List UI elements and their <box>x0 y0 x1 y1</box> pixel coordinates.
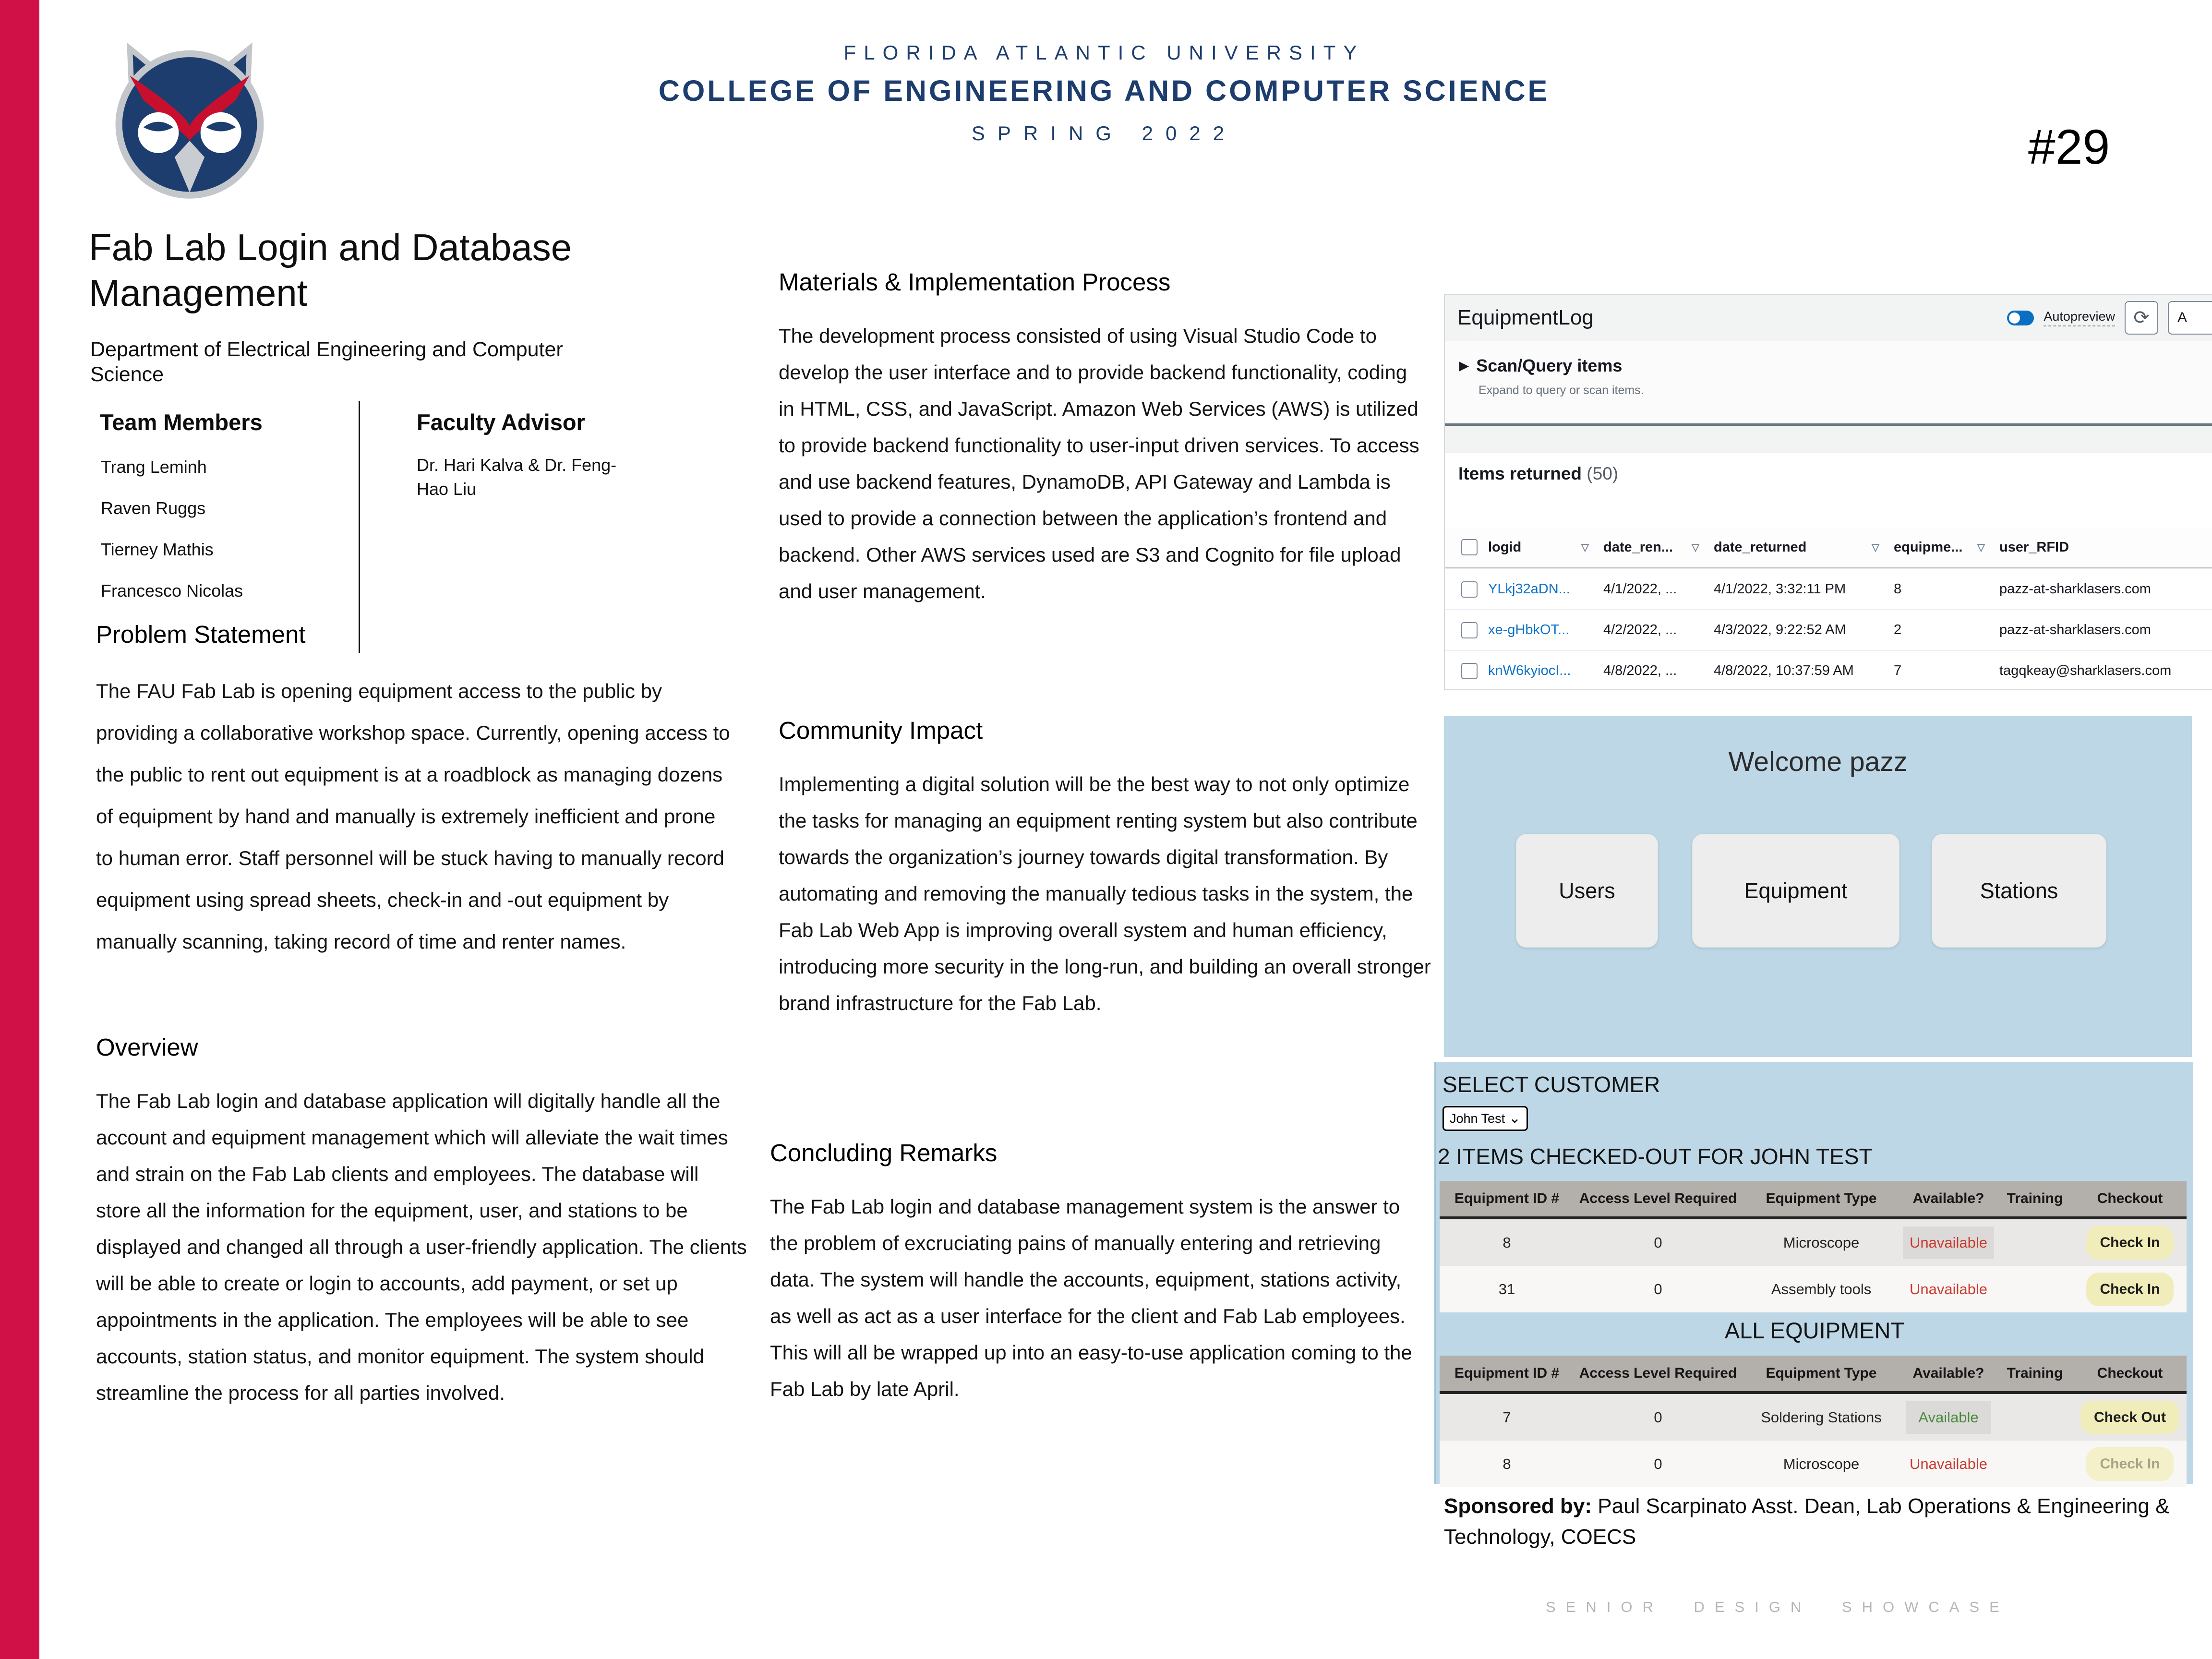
fau-owl-logo <box>94 37 286 201</box>
actions-button[interactable]: A <box>2168 301 2212 335</box>
table-row: YLkj32aDN... 4/1/2022, ... 4/1/2022, 3:32:11 PM 8 pazz-at-sharklasers.com <box>1445 568 2212 609</box>
overview-body: The Fab Lab login and database application will digitally handle all the account and equipment management which will alleviate the wait times and strain on the Fab Lab clients and employees. The database will store all the information for the equipment, user, and stations to be displayed and changed all through a user-friendly application. The clients will be able to create or login to accounts, add payment, or set up appointments in the application. The employees will be able to see accounts, station status, and monitor equipment. The system should streamline the process for all parties involved. <box>96 1090 747 1404</box>
all-equipment-table <box>1440 1356 2187 1487</box>
refresh-button[interactable] <box>2125 301 2158 335</box>
row-checkbox[interactable] <box>1461 581 1478 598</box>
customer-dropdown[interactable] <box>1443 1106 1528 1131</box>
checked-out-table <box>1440 1181 2187 1312</box>
webapp-customer-panel <box>1434 1062 2193 1484</box>
row-checkbox[interactable] <box>1461 663 1478 679</box>
term: SPRING 2022 <box>971 122 1237 144</box>
autopreview-label[interactable]: Autopreview <box>2044 309 2115 326</box>
all-equipment-heading: ALL EQUIPMENT <box>1724 1318 1905 1343</box>
poster-number: #29 <box>2028 120 2110 174</box>
availability-status: Unavailable <box>1910 1455 1987 1472</box>
welcome-message: Welcome pazz <box>1728 746 1908 777</box>
college-name: COLLEGE OF ENGINEERING AND COMPUTER SCIENCE <box>658 74 1550 107</box>
row-checkbox[interactable] <box>1461 622 1478 638</box>
webapp-welcome-panel <box>1444 716 2192 1057</box>
team-advisor-divider <box>359 401 360 653</box>
availability-status: Unavailable <box>1903 1226 1994 1259</box>
logid-link[interactable]: xe-gHbkOT... <box>1488 622 1570 637</box>
items-returned: Items returned (50) <box>1458 464 1619 483</box>
table-row: xe-gHbkOT... 4/2/2022, ... 4/3/2022, 9:22:52 AM 2 pazz-at-sharklasers.com <box>1445 609 2212 650</box>
table-title: EquipmentLog <box>1457 306 1594 329</box>
table-row: 8 0 Microscope Unavailable Check In <box>1440 1441 2187 1487</box>
toggle-knob <box>2009 313 2020 324</box>
expand-arrow-icon: ▶ <box>1459 359 1469 373</box>
equipment-button[interactable]: Equipment <box>1692 834 1899 948</box>
scan-query-label: Scan/Query items <box>1476 356 1623 375</box>
team-member: Tierney Mathis <box>101 540 214 559</box>
select-all-checkbox[interactable] <box>1461 539 1478 555</box>
select-customer-heading: SELECT CUSTOMER <box>1443 1072 1660 1097</box>
check-in-button-disabled[interactable]: Check In <box>2086 1447 2173 1481</box>
materials-body: The development process consisted of using Visual Studio Code to develop the user interface and to provide backend functionality, coding in HTML, CSS, and JavaScript. Amazon Web Services (AWS) is utilized to provide backend functionality to user-input driven services. To access and use backend features, DynamoDB, API Gateway and Lambda is used to provide a connection between the application’s frontend and backend. Other AWS services used are S3 and Cognito for file upload and user management. <box>779 325 1419 602</box>
check-in-button[interactable]: Check In <box>2086 1226 2173 1260</box>
items-returned-count: (50) <box>1587 464 1619 483</box>
problem-statement-body: The FAU Fab Lab is opening equipment access to the public by providing a collaborative workshop space. Currently, opening access to the public to rent out equipment is at a roadblock as managing dozens of equipment by hand and manually is extremely inefficient and prone to human error. Staff personnel will be stuck having to manually record equipment using spread sheets, check-in and -out equipment by manually scanning, taking record of time and renter names. <box>96 680 730 953</box>
table-header-row: Equipment ID # Access Level Required Equipment Type Available? Training Checkout <box>1440 1356 2187 1394</box>
dynamodb-header <box>1445 295 2212 341</box>
filter-icon[interactable]: ▽ <box>1871 541 1879 553</box>
logid-link[interactable]: YLkj32aDN... <box>1488 581 1570 597</box>
logid-link[interactable]: knW6kyiocI... <box>1488 663 1571 678</box>
refresh-icon: ⟳ <box>2133 307 2150 328</box>
community-impact-heading: Community Impact <box>779 717 983 744</box>
stations-button[interactable]: Stations <box>1932 834 2106 948</box>
materials-heading: Materials & Implementation Process <box>779 268 1171 296</box>
availability-status: Available <box>1906 1401 1991 1434</box>
table-row: knW6kyiocI... 4/8/2022, ... 4/8/2022, 10:37:59 AM 7 tagqkeay@sharklasers.com <box>1445 650 2212 690</box>
check-in-button[interactable]: Check In <box>2086 1273 2173 1306</box>
table-row: 7 0 Soldering Stations Available Check Out <box>1440 1394 2187 1441</box>
problem-statement-heading: Problem Statement <box>96 621 306 648</box>
dynamodb-equipmentlog-panel <box>1444 294 2212 690</box>
checked-out-heading: 2 ITEMS CHECKED-OUT FOR JOHN TEST <box>1438 1144 1873 1169</box>
availability-status: Unavailable <box>1910 1280 1987 1298</box>
project-title: Fab Lab Login and Database Management <box>89 226 572 314</box>
chevron-down-icon: ⌄ <box>1508 1110 1521 1126</box>
scan-query-expander[interactable] <box>1445 341 2212 423</box>
sponsor-line <box>1444 1491 2174 1552</box>
community-impact-body: Implementing a digital solution will be the best way to not only optimize the tasks for managing an equipment renting system but also contribute towards the organization’s journey towards digital transformation. By automating and removing the manually tedious tasks in the system, the Fab Lab Web App is improving overall system and human efficiency, introducing more security in the long-run, and building an overall stronger brand infrastructure for the Fab Lab. <box>779 773 1431 1014</box>
table-header-row: logid ▽ date_ren... ▽ date_returned ▽ equipme... ▽ user_RFID <box>1445 527 2212 568</box>
team-member: Trang Leminh <box>101 457 207 477</box>
university-name: FLORIDA ATLANTIC UNIVERSITY <box>843 41 1365 64</box>
faculty-advisor-heading: Faculty Advisor <box>417 409 585 435</box>
sponsor-text: Paul Scarpinato Asst. Dean, Lab Operations & Engineering & Technology, COECS <box>1444 1494 2170 1549</box>
team-member: Francesco Nicolas <box>101 581 243 601</box>
left-accent-bar <box>0 0 39 1659</box>
scan-query-hint: Expand to query or scan items. <box>1479 384 1644 397</box>
team-member: Raven Ruggs <box>101 498 206 518</box>
autopreview-toggle[interactable] <box>2007 311 2034 325</box>
header <box>624 41 1584 145</box>
check-out-button[interactable]: Check Out <box>2080 1401 2179 1434</box>
sponsor-label: Sponsored by: <box>1444 1494 1592 1518</box>
table-row: 8 0 Microscope Unavailable Check In <box>1440 1219 2187 1266</box>
overview-heading: Overview <box>96 1034 198 1061</box>
users-button[interactable]: Users <box>1516 834 1658 948</box>
faculty-advisor-names: Dr. Hari Kalva & Dr. Feng-Hao Liu <box>417 455 617 499</box>
customer-dropdown-value: John Test <box>1450 1111 1505 1126</box>
table-row: 31 0 Assembly tools Unavailable Check In <box>1440 1266 2187 1312</box>
filter-icon[interactable]: ▽ <box>1581 541 1589 553</box>
filter-icon[interactable]: ▽ <box>1691 541 1699 553</box>
team-members-list <box>101 457 243 601</box>
gray-band <box>1445 426 2212 453</box>
senior-design-showcase: SENIOR DESIGN SHOWCASE <box>1546 1599 2009 1615</box>
table-header-row: Equipment ID # Access Level Required Equipment Type Available? Training Checkout <box>1440 1181 2187 1219</box>
concluding-remarks-heading: Concluding Remarks <box>770 1139 998 1166</box>
department-name: Department of Electrical Engineering and Computer Science <box>90 338 563 386</box>
concluding-remarks-body: The Fab Lab login and database management system is the answer to the problem of excruciating pains of manually entering and retrieving data. The system will handle the accounts, equipment, stations activity, as well as act as a user interface for the client and Fab Lab employees. This will all be wrapped up into an easy-to-use application coming to the Fab Lab by late April. <box>770 1195 1412 1400</box>
filter-icon[interactable]: ▽ <box>1977 541 1985 553</box>
team-members-heading: Team Members <box>100 409 263 435</box>
equipmentlog-table <box>1445 527 2212 690</box>
